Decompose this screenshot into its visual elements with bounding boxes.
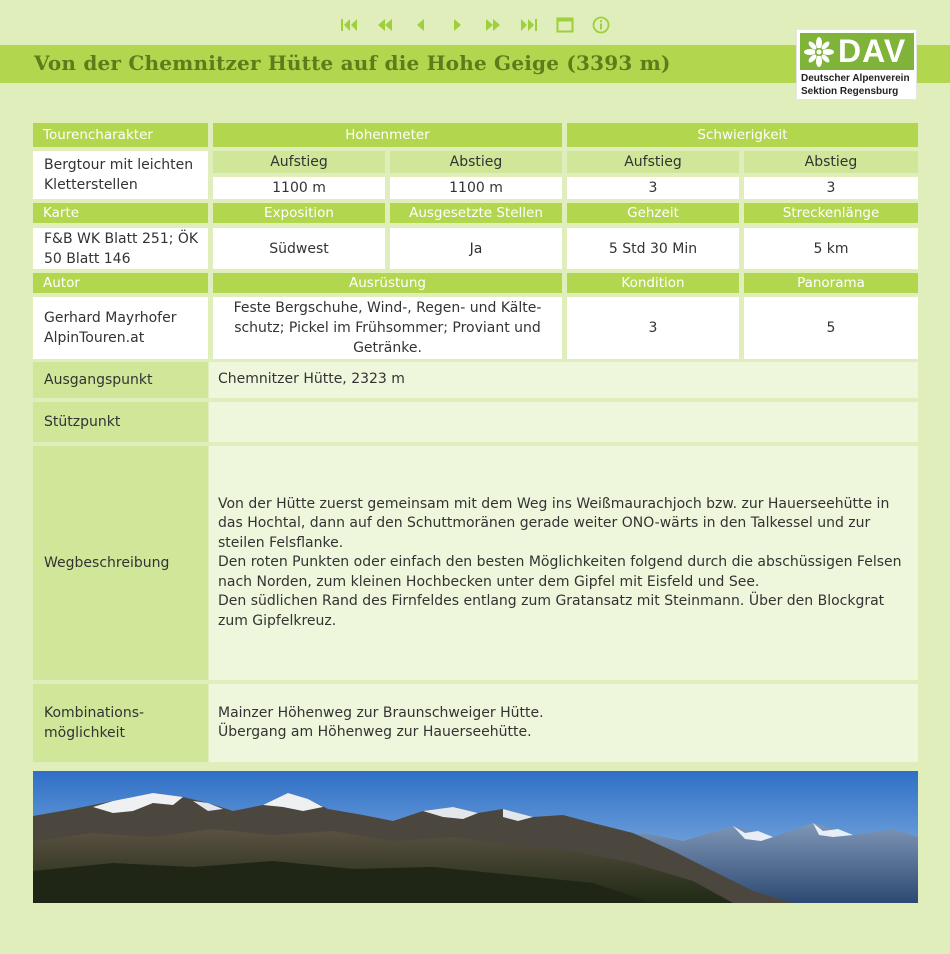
sw-abstieg-value: 3: [744, 177, 918, 199]
gehzeit-header: Gehzeit: [567, 203, 739, 223]
sw-abstieg-label: Abstieg: [744, 151, 918, 173]
kombination-label: Kombinations-möglichkeit: [33, 684, 208, 762]
info-icon[interactable]: [591, 15, 611, 35]
logo-badge: [800, 33, 914, 70]
page-title: Von der Chemnitzer Hütte auf die Hohe Geige (3393 m): [34, 51, 671, 75]
tourencharakter-value: Bergtour mit leichten Kletterstellen: [33, 151, 208, 199]
exposition-value: Südwest: [213, 228, 385, 269]
kombination-value: [209, 684, 918, 762]
wegbeschreibung-paragraph: Den südlichen Rand des Firnfeldes entlang zum Gratansatz mit Steinmann. Über den Blockgrat zum Gipfelkreuz.: [218, 593, 885, 629]
karte-value: F&B WK Blatt 251; ÖK 50 Blatt 146: [33, 228, 208, 269]
kondition-header: Kondition: [567, 273, 739, 293]
fullscreen-icon[interactable]: [555, 15, 575, 35]
ausgesetzte-value: Ja: [390, 228, 562, 269]
first-page-icon[interactable]: [339, 15, 359, 35]
wegbeschreibung-label: Wegbeschreibung: [33, 446, 208, 680]
next-icon[interactable]: [447, 15, 467, 35]
hm-abstieg-label: Abstieg: [390, 151, 562, 173]
sw-aufstieg-label: Aufstieg: [567, 151, 739, 173]
hohenmeter-header: Hohenmeter: [213, 123, 562, 147]
stuetzpunkt-value: [209, 402, 918, 442]
schwierigkeit-header: Schwierigkeit: [567, 123, 918, 147]
ausgangspunkt-value: Chemnitzer Hütte, 2323 m: [209, 362, 918, 398]
dav-logo: [796, 29, 917, 100]
kondition-value: 3: [567, 297, 739, 359]
wegbeschreibung-value: [209, 446, 918, 680]
ausruestung-header: Ausrüstung: [213, 273, 562, 293]
exposition-header: Exposition: [213, 203, 385, 223]
ausgesetzte-header: Ausgesetzte Stellen: [390, 203, 562, 223]
mountain-panorama-photo: [33, 771, 918, 903]
fast-forward-icon[interactable]: [483, 15, 503, 35]
sw-aufstieg-value: 3: [567, 177, 739, 199]
hm-aufstieg-label: Aufstieg: [213, 151, 385, 173]
previous-icon[interactable]: [411, 15, 431, 35]
logo-brand: DAV: [838, 33, 907, 69]
gehzeit-value: 5 Std 30 Min: [567, 228, 739, 269]
hm-abstieg-value: 1100 m: [390, 177, 562, 199]
kombination-line: Mainzer Höhenweg zur Braunschweiger Hütte.: [218, 704, 544, 721]
last-page-icon[interactable]: [519, 15, 539, 35]
streckenlaenge-value: 5 km: [744, 228, 918, 269]
tourencharakter-header: Tourencharakter: [33, 123, 208, 147]
edelweiss-icon: [802, 35, 836, 69]
autor-value: Gerhard Mayrhofer AlpinTouren.at: [33, 297, 208, 359]
panorama-value: 5: [744, 297, 918, 359]
kombination-line: Übergang am Höhenweg zur Hauerseehütte.: [218, 724, 532, 740]
wegbeschreibung-paragraph: Von der Hütte zuerst gemeinsam mit dem Weg ins Weißmaurachjoch bzw. zur Hauerseehütte in das Hochtal, dann auf den Schuttmoränen gerade weiter ONO-wärts in den Talkessel und zur steilen Felsflanke.: [218, 495, 890, 551]
logo-line-2: Sektion Regensburg: [801, 86, 899, 97]
ausruestung-value: Feste Bergschuhe, Wind-, Regen- und Kälte-schutz; Pickel im Frühsommer; Proviant und Getränke.: [213, 297, 562, 359]
panorama-header: Panorama: [744, 273, 918, 293]
ausgangspunkt-label: Ausgangspunkt: [33, 362, 208, 398]
logo-line-1: Deutscher Alpenverein: [801, 73, 910, 84]
autor-header: Autor: [33, 273, 208, 293]
stuetzpunkt-label: Stützpunkt: [33, 402, 208, 442]
hm-aufstieg-value: 1100 m: [213, 177, 385, 199]
rewind-icon[interactable]: [375, 15, 395, 35]
streckenlaenge-header: Streckenlänge: [744, 203, 918, 223]
karte-header: Karte: [33, 203, 208, 223]
wegbeschreibung-paragraph: Den roten Punkten oder einfach den besten Möglichkeiten folgend durch die abschüssigen Felsen nach Norden, zum kleinen Hochbecken unter dem Gipfel mit Eisfeld und See.: [218, 554, 902, 590]
